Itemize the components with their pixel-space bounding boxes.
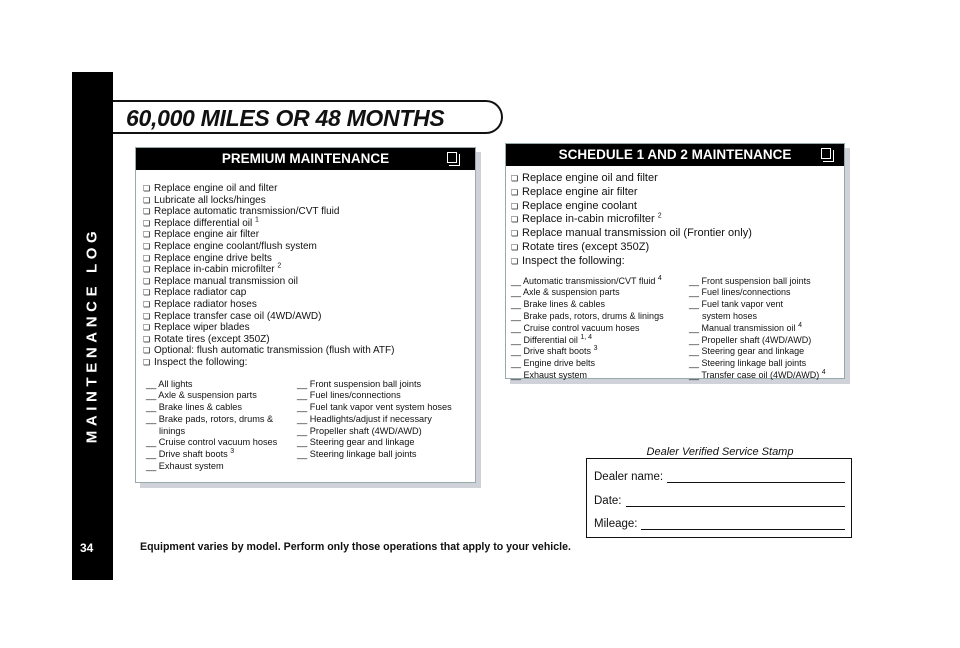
inspect-item bbox=[689, 370, 826, 382]
inspect-item bbox=[146, 414, 297, 426]
footnote-marker: 1, 4 bbox=[580, 333, 593, 341]
premium-inspect-list-left bbox=[146, 379, 297, 473]
footnote-marker: 1 bbox=[255, 216, 259, 224]
checklist-item bbox=[511, 227, 844, 241]
item-text: Replace radiator cap bbox=[154, 287, 247, 299]
item-text: __ Axle & suspension parts bbox=[146, 390, 257, 401]
footnote-marker: 2 bbox=[277, 262, 282, 270]
item-text: Replace engine oil and filter bbox=[154, 183, 278, 194]
premium-maintenance-header bbox=[136, 148, 475, 170]
inspect-item bbox=[511, 323, 689, 335]
item-text: Replace manual transmission oil bbox=[154, 275, 298, 287]
checklist-item bbox=[143, 183, 475, 195]
premium-maintenance-panel bbox=[135, 147, 476, 483]
item-text: __ Cruise control vacuum hoses bbox=[146, 437, 278, 448]
item-text: __ Fuel lines/connections bbox=[297, 390, 401, 401]
item-text: Optional: flush automatic transmission (flush with ATF) bbox=[154, 345, 395, 357]
item-text: __ Front suspension ball joints bbox=[297, 378, 422, 389]
item-text: system hoses bbox=[702, 310, 758, 321]
item-text: __ Steering linkage ball joints bbox=[689, 358, 807, 369]
item-text: __ Fuel lines/connections bbox=[689, 287, 791, 298]
checklist-item bbox=[143, 357, 475, 369]
item-text: __ Transfer case oil (4WD/AWD) bbox=[689, 369, 820, 380]
sidebar-section-label: MAINTENANCE LOG bbox=[83, 226, 101, 444]
item-text: __ Exhaust system bbox=[511, 369, 588, 380]
mileage-label: Mileage: bbox=[594, 518, 638, 530]
checklist-item bbox=[511, 186, 844, 200]
item-text: __ Brake pads, rotors, drums & linings bbox=[511, 310, 664, 321]
inspect-item bbox=[511, 311, 689, 323]
item-text: __ Brake pads, rotors, drums & bbox=[146, 413, 274, 424]
checklist-item bbox=[143, 276, 475, 288]
item-text: linings bbox=[159, 425, 186, 436]
item-text: __ Steering linkage ball joints bbox=[297, 449, 417, 460]
inspect-item bbox=[511, 358, 689, 370]
inspect-item bbox=[297, 390, 452, 402]
item-text: Replace radiator hoses bbox=[154, 298, 257, 310]
item-text: __ Headlights/adjust if necessary bbox=[297, 413, 432, 424]
item-text: __ Fuel tank vapor vent system hoses bbox=[297, 402, 452, 413]
inspect-item bbox=[297, 402, 452, 414]
item-text: Replace engine coolant/flush system bbox=[154, 240, 317, 252]
checklist-item bbox=[511, 200, 844, 214]
item-text: Replace engine coolant bbox=[522, 199, 637, 212]
dealer-stamp-box bbox=[586, 458, 852, 538]
checklist-item bbox=[143, 206, 475, 218]
item-text: Inspect the following: bbox=[154, 356, 248, 368]
item-text: Replace in-cabin microfilter bbox=[522, 213, 655, 226]
item-text: Replace engine air filter bbox=[522, 185, 638, 198]
inspect-item bbox=[146, 437, 297, 449]
checklist-item bbox=[143, 311, 475, 323]
item-text: __ Fuel tank vapor vent bbox=[689, 299, 784, 310]
schedule-inspect-list-left bbox=[511, 276, 689, 382]
checklist-item bbox=[143, 322, 475, 334]
footnote-marker: 4 bbox=[821, 368, 826, 376]
item-text: __ Cruise control vacuum hoses bbox=[511, 322, 640, 333]
checklist-item bbox=[143, 299, 475, 311]
item-text: __ Engine drive belts bbox=[511, 358, 596, 369]
item-text: __ Propeller shaft (4WD/AWD) bbox=[297, 425, 422, 436]
inspect-item bbox=[511, 299, 689, 311]
item-text: Inspect the following: bbox=[522, 254, 625, 267]
title-banner bbox=[113, 100, 503, 134]
inspect-item bbox=[689, 276, 826, 288]
checklist-item bbox=[143, 345, 475, 357]
footnote-marker: 3 bbox=[230, 448, 235, 456]
date-row bbox=[594, 495, 845, 507]
inspect-item bbox=[689, 311, 826, 323]
inspect-item bbox=[146, 379, 297, 391]
inspect-item bbox=[297, 379, 452, 391]
checklist-item bbox=[143, 229, 475, 241]
schedule-maintenance-title: SCHEDULE 1 AND 2 MAINTENANCE bbox=[558, 147, 792, 162]
item-text: Replace manual transmission oil (Frontier only) bbox=[522, 227, 752, 240]
inspect-item bbox=[146, 390, 297, 402]
inspect-item bbox=[689, 335, 826, 347]
dealer-stamp-title bbox=[589, 446, 851, 458]
item-text: __ Axle & suspension parts bbox=[511, 287, 620, 298]
item-text: __ Brake lines & cables bbox=[511, 299, 606, 310]
checklist-item bbox=[511, 213, 844, 227]
footnote-marker: 3 bbox=[593, 345, 598, 353]
item-text: Replace engine drive belts bbox=[154, 252, 272, 264]
footnote-marker: 4 bbox=[798, 321, 802, 329]
item-text: Replace transfer case oil (4WD/AWD) bbox=[154, 310, 322, 322]
inspect-item bbox=[297, 449, 452, 461]
checkbox-icon bbox=[447, 152, 457, 163]
checklist-item bbox=[143, 253, 475, 265]
checklist-item bbox=[143, 287, 475, 299]
checklist-item bbox=[143, 264, 475, 276]
footnote-marker: 4 bbox=[657, 274, 662, 282]
item-text: Replace wiper blades bbox=[154, 322, 250, 334]
item-text: Replace differential oil bbox=[154, 217, 253, 229]
item-text: __ Front suspension ball joints bbox=[689, 275, 811, 286]
item-text: Rotate tires (except 350Z) bbox=[522, 240, 650, 253]
inspect-item bbox=[146, 426, 297, 438]
item-text: __ Exhaust system bbox=[146, 461, 224, 472]
checklist-item bbox=[143, 218, 475, 230]
premium-inspect-list-right bbox=[297, 379, 452, 473]
inspect-item bbox=[146, 461, 297, 473]
inspect-item bbox=[297, 414, 452, 426]
schedule-checklist bbox=[511, 172, 844, 269]
inspect-item bbox=[146, 402, 297, 414]
dealer-name-label: Dealer name: bbox=[594, 471, 664, 483]
item-text: __ Drive shaft boots bbox=[511, 346, 592, 357]
footnote: Equipment varies by model. Perform only those operations that apply to your vehicle. bbox=[140, 541, 571, 553]
schedule-maintenance-panel bbox=[505, 143, 845, 379]
dealer-stamp-title-text: Dealer Verified Service Stamp bbox=[633, 446, 808, 459]
item-text: __ Manual transmission oil bbox=[689, 322, 796, 333]
checklist-item bbox=[511, 241, 844, 255]
item-text: __ Drive shaft boots bbox=[146, 449, 228, 460]
footnote-marker: 2 bbox=[657, 212, 662, 220]
date-line bbox=[626, 495, 846, 507]
item-text: __ Propeller shaft (4WD/AWD) bbox=[689, 334, 812, 345]
item-text: Rotate tires (except 350Z) bbox=[154, 333, 270, 345]
schedule-maintenance-header bbox=[506, 144, 844, 166]
item-text: __ Brake lines & cables bbox=[146, 402, 243, 413]
dealer-name-line bbox=[667, 471, 845, 483]
item-text: __ Steering gear and linkage bbox=[297, 437, 415, 448]
dealer-name-row bbox=[594, 471, 845, 483]
inspect-item bbox=[511, 346, 689, 358]
inspect-item bbox=[511, 287, 689, 299]
schedule-inspect-columns bbox=[511, 276, 844, 382]
inspect-item bbox=[297, 437, 452, 449]
premium-inspect-columns bbox=[146, 379, 475, 473]
inspect-item bbox=[511, 335, 689, 347]
item-text: Lubricate all locks/hinges bbox=[154, 194, 266, 206]
schedule-inspect-list-right bbox=[689, 276, 826, 382]
premium-maintenance-title: PREMIUM MAINTENANCE bbox=[221, 151, 390, 166]
checklist-item bbox=[143, 195, 475, 207]
inspect-item bbox=[511, 370, 689, 382]
checklist-item bbox=[143, 241, 475, 253]
item-text: __ Steering gear and linkage bbox=[689, 346, 805, 357]
item-text: Replace in-cabin microfilter bbox=[154, 264, 275, 276]
mileage-row bbox=[594, 518, 845, 530]
item-text: __ All lights bbox=[146, 378, 193, 389]
inspect-item bbox=[689, 358, 826, 370]
checklist-item bbox=[143, 334, 475, 346]
page-number: 34 bbox=[80, 541, 94, 555]
inspect-item bbox=[689, 346, 826, 358]
item-text: Replace automatic transmission/CVT fluid bbox=[154, 206, 340, 218]
item-text: Replace engine air filter bbox=[154, 229, 260, 241]
inspect-item bbox=[689, 323, 826, 335]
date-label: Date: bbox=[594, 495, 622, 507]
inspect-item bbox=[689, 299, 826, 311]
checkbox-icon bbox=[821, 148, 831, 159]
inspect-item bbox=[689, 287, 826, 299]
item-text: __ Differential oil bbox=[511, 334, 578, 345]
mileage-line bbox=[641, 518, 845, 530]
inspect-item bbox=[297, 426, 452, 438]
item-text: Replace engine oil and filter bbox=[522, 172, 658, 184]
inspect-item bbox=[511, 276, 689, 288]
checklist-item bbox=[511, 255, 844, 269]
page-title: 60,000 MILES OR 48 MONTHS bbox=[126, 105, 445, 131]
item-text: __ Automatic transmission/CVT fluid bbox=[511, 275, 656, 286]
premium-checklist bbox=[143, 183, 475, 369]
inspect-item bbox=[146, 449, 297, 461]
checklist-item bbox=[511, 172, 844, 186]
